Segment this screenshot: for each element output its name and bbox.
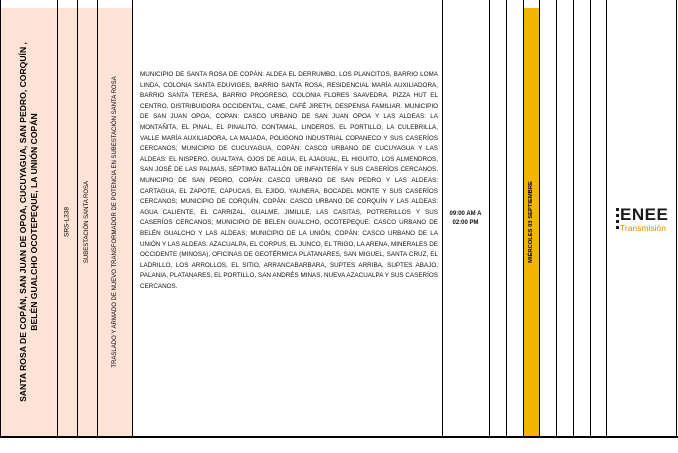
affected-areas-text: MUNICIPIO DE SANTA ROSA DE COPÁN: ALDEA EL DERRUMBO, LOS PLANCITOS, BARRIO LOMA LINDA, COLONIA SANTA EDUVIGES, BARRIO SANTA ROSA, RESIDENCIAL MARÍA AUXILIADORA, BARRIO SANTA TERESA, BARRIO PROGRESO, COLONIA FLORES SAAVEDRA. PIZZA HUT EL CENTRO, DISTRIBUIDORA OCCIDENTAL, CAME, CAFÉ JIRETH, DESPENSA FAMILIAR. MUNICIPIO DE SAN JUAN OPOA, COPAN: CASCO URBANO DE SAN JUAN OPOA Y LAS ALDEAS: LA MONTAÑITA, EL PINAL, EL PINALITO, CONTAMAL, LINDEROS, EL PORTILLO, LA CULEBRILLA, VALLE MARÍA AUXILIADORA, LA MAJADA, POLIGONO INDUSTRIAL COPANECO Y SUS CASERÍOS CERCANOS; MUNICIPIO DE CUCUYAGUA, COPÁN: CASCO URBANO DE CUCUYAGUA Y LAS ALDEAS: EL NISPERO, GUALTAYA, OJOS DE AGUA, EL AJAGUAL, EL HIGUITO, LOS ALMENDROS, SAN JOSÉ DE LAS PALMAS, SÉPTIMO BATALLÓN DE INFANTERÍA Y SUS CASERÍOS CERCANOS. MUNICIPIO DE SAN PEDRO, COPÁN: CASCO URBANO DE SAN PEDRO Y LAS ALDEAS: CARTAGUA, EL ZAPOTE, CAPUCAS, EL EJIDO, YAUNERA, BOCADEL MONTE Y SUS CASERÍOS CERCANOS; MUNICIPIO DE CORQUÍN, COPÁN: CASCO URBANO DE CORQUÍN Y LAS ALDEAS: AGUA CALIENTE, EL CARRIZAL, GUALME, JIMILILE, LAS CASITAS, POTRERILLOS Y SUS CASERÍOS CERCANOS; MUNICIPIO DE BELEN GUALCHO, OCOTEPEQUE: CASCO URBANO DE BELÉN GUALCHO Y LAS ALDEAS; MUNICIPIO DE LA UNIÓN, COPÁN: CASCO URBANO DE LA UNIÓN Y LAS ALDEAS: AZACUALPA, EL CORPUS, EL JUNCO, EL TRIGO, LA ARENA, MINERALES DE OCCIDENTE (MINOSA), OFICINAS DE GEOTÉRMICA PLATANARES, SAN MIGUEL, SANTA CRUZ, EL LADRILLO, LOS ARROLLOS, EL SITIO, ARRANCABARBARA, SUPTES ARRIBA, SUPTES ABAJO, PALANIA, PLATANARES, EL PORTILLO, SAN ANDRÉS MINAS, NUEVA AZACUALPA Y SUS CASERÍOS CERCANOS.	[140, 71, 438, 290]
grid-line	[57, 0, 58, 438]
grid-line	[676, 0, 677, 438]
grid-line	[77, 0, 78, 438]
substation-cell	[77, 8, 97, 436]
grid-line	[590, 0, 591, 438]
circuit-code: SRS-L338	[63, 207, 71, 237]
grid-line	[97, 0, 98, 438]
table-bottom-border	[0, 436, 678, 438]
work-cell	[97, 8, 132, 436]
grid-line	[489, 0, 490, 438]
grid-line	[523, 0, 524, 438]
circuit-cell	[57, 8, 77, 436]
location-line-2: BELÉN GUALCHO OCOTEPEQUE, LA UNIÓN COPÁN	[28, 113, 39, 331]
location-text	[18, 42, 40, 402]
logo-subtitle: Transmisión	[620, 223, 666, 233]
grid-line	[0, 0, 1, 438]
affected-areas-cell	[132, 8, 442, 436]
enee-transmision-logo	[612, 206, 678, 236]
logo-brand: ENEE	[620, 206, 669, 224]
time-cell	[442, 210, 489, 228]
time-end: 02:00 PM	[452, 220, 479, 226]
grid-line	[506, 0, 507, 438]
grid-line	[539, 0, 540, 438]
location-line-1: SANTA ROSA DE COPÁN, SAN JUAN DE OPOA, CUCUYAGUA, SAN PEDRO, CORQUÍN ,	[17, 42, 28, 402]
logo-bars-icon	[616, 208, 619, 230]
grid-line	[573, 0, 574, 438]
time-start: 09:00 AM A	[449, 211, 482, 217]
date-cell	[523, 8, 539, 436]
date-text: MIÉRCOLES 03 SEPTIEMBRE	[528, 181, 534, 263]
grid-line	[442, 0, 443, 438]
work-description: TRASLADO Y ARMADO DE NUEVO TRANSFORMADOR DE POTENCIA EN SUBESTACIÓN SANTA ROSA	[111, 76, 118, 368]
grid-line	[556, 0, 557, 438]
substation-name: SUBESTACIÓN SANTA ROSA	[84, 180, 90, 264]
grid-line	[132, 0, 133, 438]
grid-line	[606, 0, 607, 438]
location-cell	[0, 8, 57, 436]
